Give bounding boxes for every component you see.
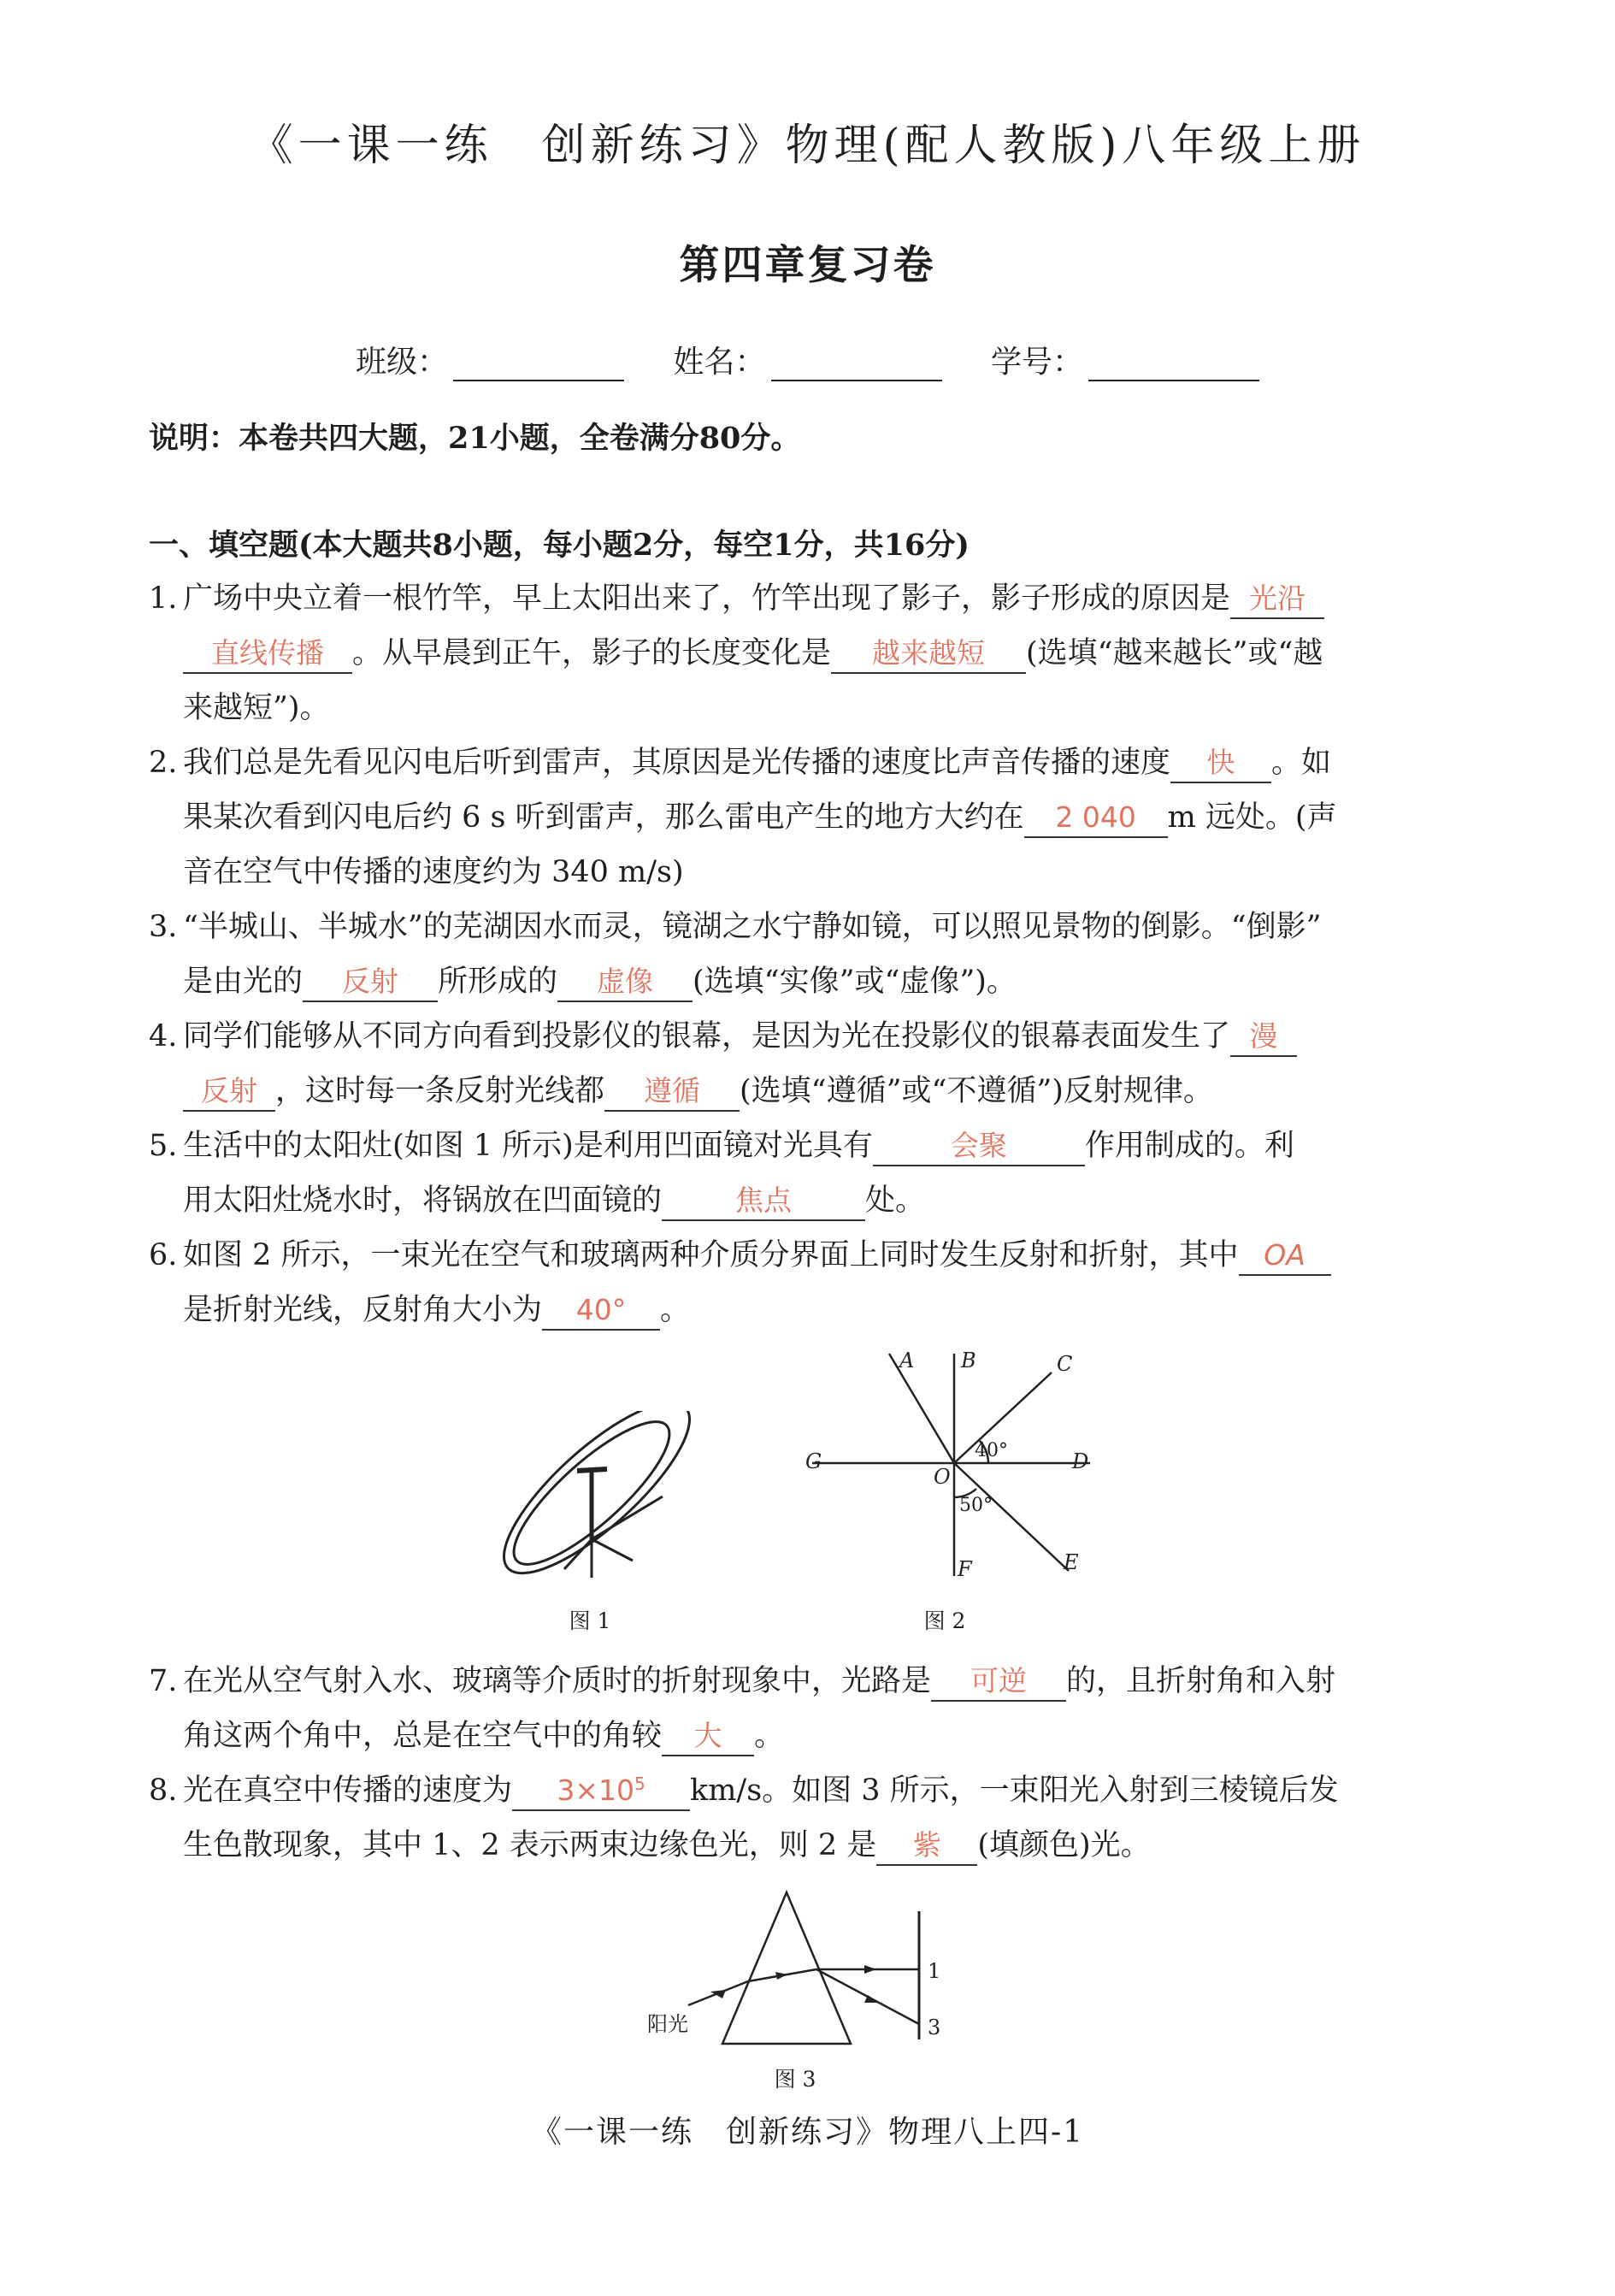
- question-text: km/s。如图 3 所示，一束阳光入射到三棱镜后发: [690, 1774, 1339, 1808]
- book-title: 《一课一练 创新练习》物理(配人教版)八年级上册: [249, 121, 1366, 171]
- figure-1-solar-cooker: [496, 1411, 701, 1582]
- answer-exponent: 5: [634, 1774, 645, 1794]
- student-id-blank[interactable]: [1088, 351, 1259, 381]
- question-text: 是折射光线，反射角大小为: [183, 1293, 543, 1327]
- pot-holder: [577, 1469, 607, 1471]
- ray-label-3: 3: [928, 2016, 941, 2039]
- question-text: 的，且折射角和入射: [1066, 1664, 1336, 1698]
- label-D: D: [1072, 1449, 1089, 1473]
- question-8: [149, 1763, 1440, 1873]
- question-text: 生活中的太阳灶(如图 1 所示)是利用凹面镜对光具有: [183, 1129, 873, 1163]
- page-footer: 《一课一练 创新练习》物理八上四-1: [530, 2115, 1085, 2150]
- answer-blank: 可逆: [931, 1662, 1066, 1702]
- answer-blank: 直线传播: [183, 634, 352, 674]
- figure-3-prism-diagram: [637, 1886, 962, 2057]
- question-number: 4.: [149, 1019, 178, 1054]
- label-C: C: [1057, 1352, 1073, 1376]
- answer-blank: 遵循: [604, 1072, 740, 1112]
- question-text: 广场中央立着一根竹竿，早上太阳出来了，竹竿出现了影子，影子形成的原因是: [183, 581, 1231, 616]
- question-text: (填颜色)光。: [977, 1828, 1151, 1862]
- question-7: [149, 1654, 1440, 1763]
- answer-blank: 快: [1170, 744, 1271, 783]
- question-text: 角这两个角中，总是在空气中的角较: [183, 1719, 663, 1753]
- question-5: [149, 1118, 1440, 1228]
- question-text: 作用制成的。利: [1084, 1129, 1294, 1163]
- answer-blank: 焦点: [662, 1182, 865, 1221]
- answer-blank: OA: [1239, 1237, 1331, 1276]
- label-O: O: [934, 1465, 951, 1489]
- answer-blank: 光沿: [1230, 580, 1324, 619]
- figure-3-caption: 图 3: [774, 2067, 816, 2092]
- question-text: 。: [754, 1719, 785, 1753]
- answer-blank: 越来越短: [831, 634, 1026, 674]
- question-1: [149, 571, 1440, 735]
- answer-blank: [512, 1765, 690, 1811]
- student-info-row: [0, 338, 1615, 381]
- question-number: 2.: [149, 746, 178, 780]
- ray-label-1: 1: [928, 1959, 941, 1983]
- section-title: 一、填空题(本大题共8小题，每小题2分，每空1分，共16分): [149, 528, 970, 563]
- prism: [722, 1892, 851, 2044]
- question-4: [149, 1009, 1440, 1118]
- label-F: F: [958, 1557, 972, 1581]
- question-text: 。从早晨到正午，影子的长度变化是: [352, 636, 832, 670]
- question-number: 1.: [149, 581, 178, 616]
- figure-2-caption: 图 2: [923, 1608, 966, 1633]
- question-text: 处。: [865, 1183, 926, 1218]
- question-text: 如图 2 所示，一束光在空气和玻璃两种介质分界面上同时发生反射和折射，其中: [183, 1238, 1239, 1272]
- angle-label-50: 50°: [959, 1495, 993, 1516]
- question-text: (选填“遵循”或“不遵循”)反射规律。: [740, 1074, 1213, 1108]
- answer-blank: 漫: [1230, 1018, 1297, 1057]
- question-text: 是由光的: [183, 965, 304, 999]
- figure-2-light-diagram: [795, 1347, 1120, 1586]
- exam-note: 说明：本卷共四大题，21小题，全卷满分80分。: [149, 421, 801, 456]
- stand-leg: [592, 1539, 633, 1561]
- answer-base: 3×10: [557, 1774, 634, 1807]
- answer-blank: 会聚: [873, 1127, 1085, 1166]
- question-number: 8.: [149, 1774, 178, 1808]
- answer-blank: 反射: [303, 963, 438, 1002]
- question-text: 同学们能够从不同方向看到投影仪的银幕，是因为光在投影仪的银幕表面发生了: [183, 1019, 1231, 1054]
- chapter-title: 第四章复习卷: [679, 242, 936, 289]
- question-text: 来越短”)。: [183, 691, 330, 725]
- question-text: 所形成的: [438, 965, 558, 999]
- label-A: A: [899, 1349, 915, 1372]
- question-text: 用太阳灶烧水时，将锅放在凹面镜的: [183, 1183, 663, 1218]
- angle-label-40: 40°: [975, 1440, 1008, 1461]
- figure-1-caption: 图 1: [569, 1608, 611, 1633]
- question-text: (选填“实像”或“虚像”)。: [693, 965, 1017, 999]
- question-2: [149, 735, 1440, 900]
- question-text: 光在真空中传播的速度为: [183, 1774, 513, 1808]
- student-id-label: 学号：: [990, 345, 1083, 380]
- question-text: (选填“越来越长”或“越: [1026, 636, 1323, 670]
- arrowhead: [710, 1990, 726, 1998]
- name-blank[interactable]: [771, 351, 942, 381]
- label-G: G: [805, 1449, 822, 1473]
- question-text: 。如: [1271, 746, 1332, 780]
- question-text: 在光从空气射入水、玻璃等介质时的折射现象中，光路是: [183, 1664, 932, 1698]
- question-text: m 远处。(声: [1167, 800, 1337, 835]
- answer-blank: 虚像: [557, 963, 693, 1002]
- question-number: 5.: [149, 1129, 178, 1163]
- answer-blank: 紫: [876, 1827, 977, 1866]
- question-text: 音在空气中传播的速度约为 340 m/s): [183, 855, 684, 889]
- question-number: 3.: [149, 910, 178, 944]
- answer-blank: 2 040: [1024, 799, 1168, 838]
- question-text: 。: [660, 1293, 691, 1327]
- arrowhead: [864, 1965, 876, 1974]
- answer-blank: 40°: [542, 1291, 660, 1331]
- name-label: 姓名：: [673, 345, 766, 380]
- ray-OE: [954, 1463, 1069, 1571]
- sunlight-label: 阳光: [647, 2012, 688, 2036]
- answer-blank: 反射: [183, 1072, 275, 1112]
- question-text: ，这时每一条反射光线都: [275, 1074, 605, 1108]
- class-blank[interactable]: [453, 351, 624, 381]
- question-text: 生色散现象，其中 1、2 表示两束边缘色光，则 2 是: [183, 1828, 877, 1862]
- label-B: B: [961, 1349, 976, 1372]
- question-number: 7.: [149, 1664, 178, 1698]
- answer-blank: 大: [662, 1717, 754, 1756]
- question-number: 6.: [149, 1238, 178, 1272]
- class-label: 班级：: [356, 345, 449, 380]
- question-6: [149, 1228, 1440, 1337]
- question-text: 果某次看到闪电后约 6 s 听到雷声，那么雷电产生的地方大约在: [183, 800, 1024, 835]
- question-3: [149, 900, 1440, 1009]
- question-text: “半城山、半城水”的芜湖因水而灵，镜湖之水宁静如镜，可以照见景物的倒影。“倒影”: [183, 910, 1322, 944]
- label-E: E: [1064, 1550, 1079, 1574]
- question-text: 我们总是先看见闪电后听到雷声，其原因是光传播的速度比声音传播的速度: [183, 746, 1171, 780]
